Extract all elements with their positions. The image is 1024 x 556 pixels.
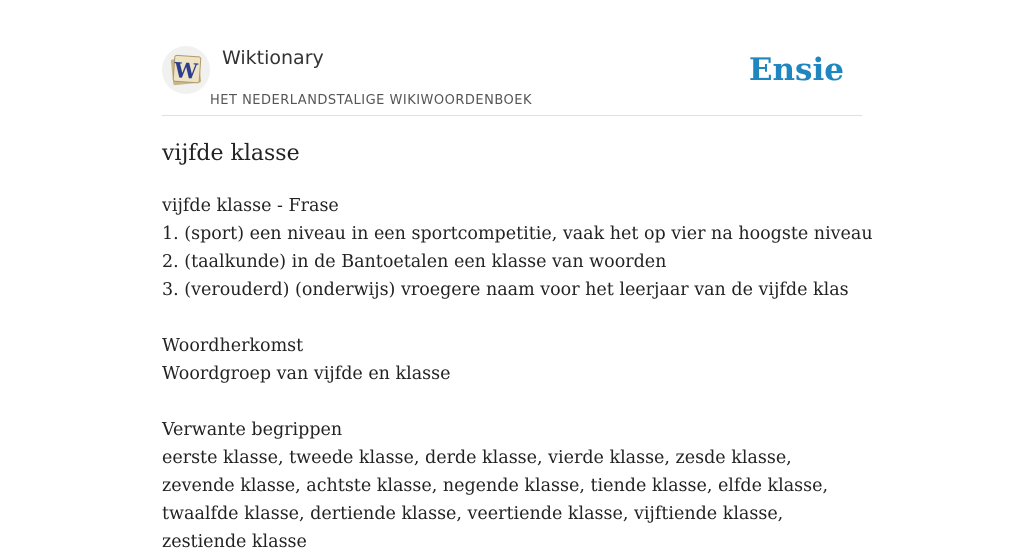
- site-name[interactable]: Wiktionary: [222, 47, 324, 69]
- etymology-heading: Woordherkomst: [162, 336, 304, 356]
- entry-content: [162, 192, 873, 556]
- site-header: [162, 44, 862, 116]
- svg-text:W: W: [173, 57, 199, 84]
- definition-item: 1. (sport) een niveau in een sportcompetitie, vaak het op vier na hoogste niveau: [162, 224, 873, 244]
- definition-item: 3. (verouderd) (onderwijs) vroegere naam voor het leerjaar van de vijfde klas: [162, 280, 849, 300]
- page-title: vijfde klasse: [162, 141, 300, 166]
- header-divider: [162, 115, 862, 116]
- site-tagline: HET NEDERLANDSTALIGE WIKIWOORDENBOEK: [210, 93, 533, 108]
- related-heading: Verwante begrippen: [162, 420, 343, 440]
- etymology-text: Woordgroep van vijfde en klasse: [162, 364, 451, 384]
- related-terms: eerste klasse, tweede klasse, derde klasse, vierde klasse, zesde klasse, zevende klasse, achtste klasse, negende klasse, tiende klasse, elfde klasse, twaalfde klasse, dertiende klasse, veertiende klasse, vijftiende klasse, zestiende klasse: [162, 448, 829, 552]
- wiktionary-logo-icon[interactable]: [162, 46, 210, 94]
- spacer: [162, 304, 862, 332]
- ensie-brand-link[interactable]: Ensie: [748, 52, 844, 88]
- definition-item: 2. (taalkunde) in de Bantoetalen een klasse van woorden: [162, 252, 667, 272]
- headword-line: vijfde klasse - Frase: [162, 196, 339, 216]
- spacer: [162, 388, 862, 416]
- wiktionary-logo-glyph: [168, 52, 204, 88]
